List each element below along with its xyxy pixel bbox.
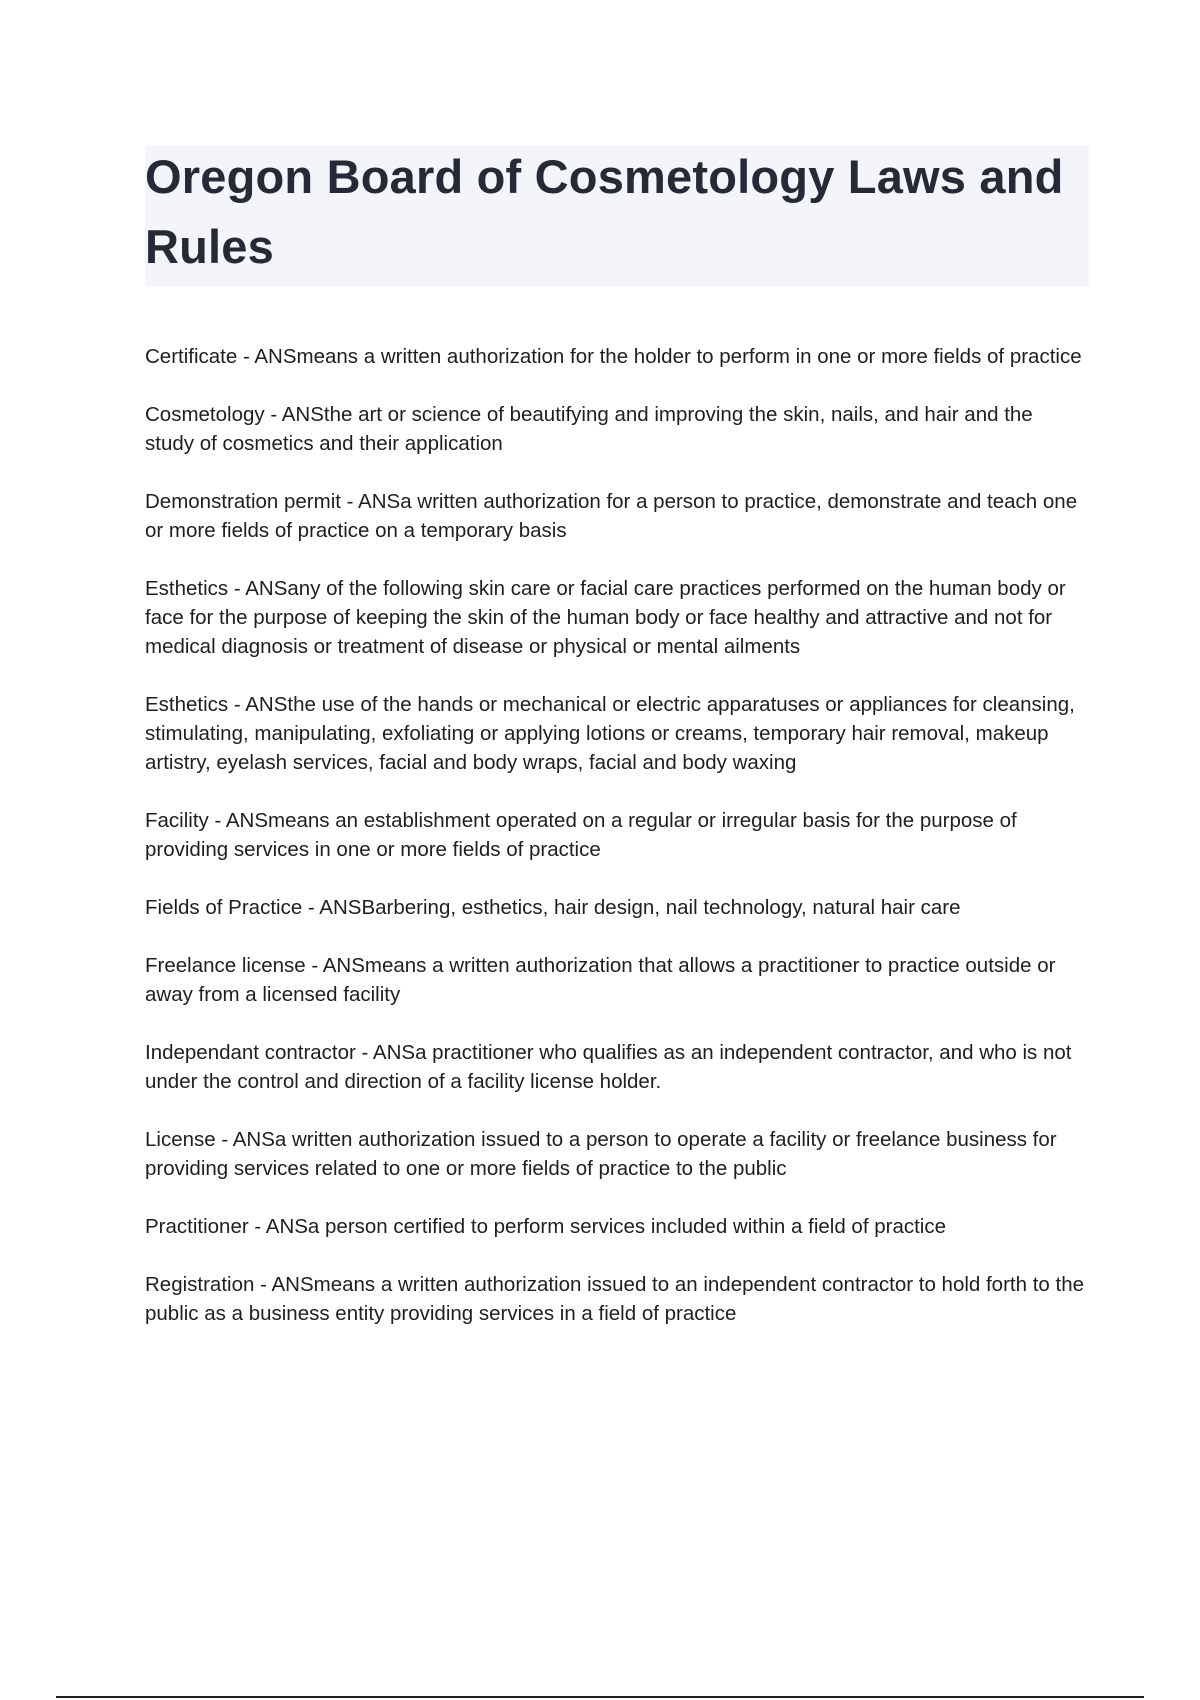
definition-entry-certificate: Certificate - ANSmeans a written authorization for the holder to perform in one or more fields of practice: [145, 345, 1082, 368]
definitions-list: [145, 342, 1085, 1357]
definition-entry-practitioner: Practitioner - ANSa person certified to perform services included within a field of practice: [145, 1215, 947, 1238]
definition-entry-cosmetology: Cosmetology - ANSthe art or science of beautifying and improving the skin, nails, and hair and the study of cosmetics and their application: [145, 403, 1033, 455]
definition-entry-freelance-license: Freelance license - ANSmeans a written authorization that allows a practitioner to practice outside or away from a licensed facility: [145, 954, 1056, 1006]
definition-entry-license: License - ANSa written authorization issued to a person to operate a facility or freelance business for providing services related to one or more fields of practice to the public: [145, 1128, 1057, 1180]
page-title: Oregon Board of Cosmetology Laws and Rules: [145, 150, 1064, 273]
definition-entry-facility: Facility - ANSmeans an establishment operated on a regular or irregular basis for the purpose of providing services in one or more fields of practice: [145, 809, 1017, 861]
definition-entry-independant-contractor: Independant contractor - ANSa practitioner who qualifies as an independent contractor, and who is not under the control and direction of a facility license holder.: [145, 1041, 1072, 1093]
definition-entry-esthetics-2: Esthetics - ANSthe use of the hands or mechanical or electric apparatuses or appliances for cleansing, stimulating, manipulating, exfoliating or applying lotions or creams, temporary hair removal, makeup artistry, eyelash services, facial and body wraps, facial and body waxing: [145, 693, 1075, 774]
definition-entry-fields-of-practice: Fields of Practice - ANSBarbering, esthetics, hair design, nail technology, natural hair care: [145, 896, 961, 919]
definition-entry-registration: Registration - ANSmeans a written authorization issued to an independent contractor to hold forth to the public as a business entity providing services in a field of practice: [145, 1273, 1084, 1325]
definition-entry-esthetics-1: Esthetics - ANSany of the following skin care or facial care practices performed on the human body or face for the purpose of keeping the skin of the human body or face healthy and attractive and not for medical diagnosis or treatment of disease or physical or mental ailments: [145, 577, 1066, 658]
footer-divider: [56, 1696, 1144, 1698]
definition-entry-demonstration-permit: Demonstration permit - ANSa written authorization for a person to practice, demonstrate and teach one or more fields of practice on a temporary basis: [145, 490, 1078, 542]
